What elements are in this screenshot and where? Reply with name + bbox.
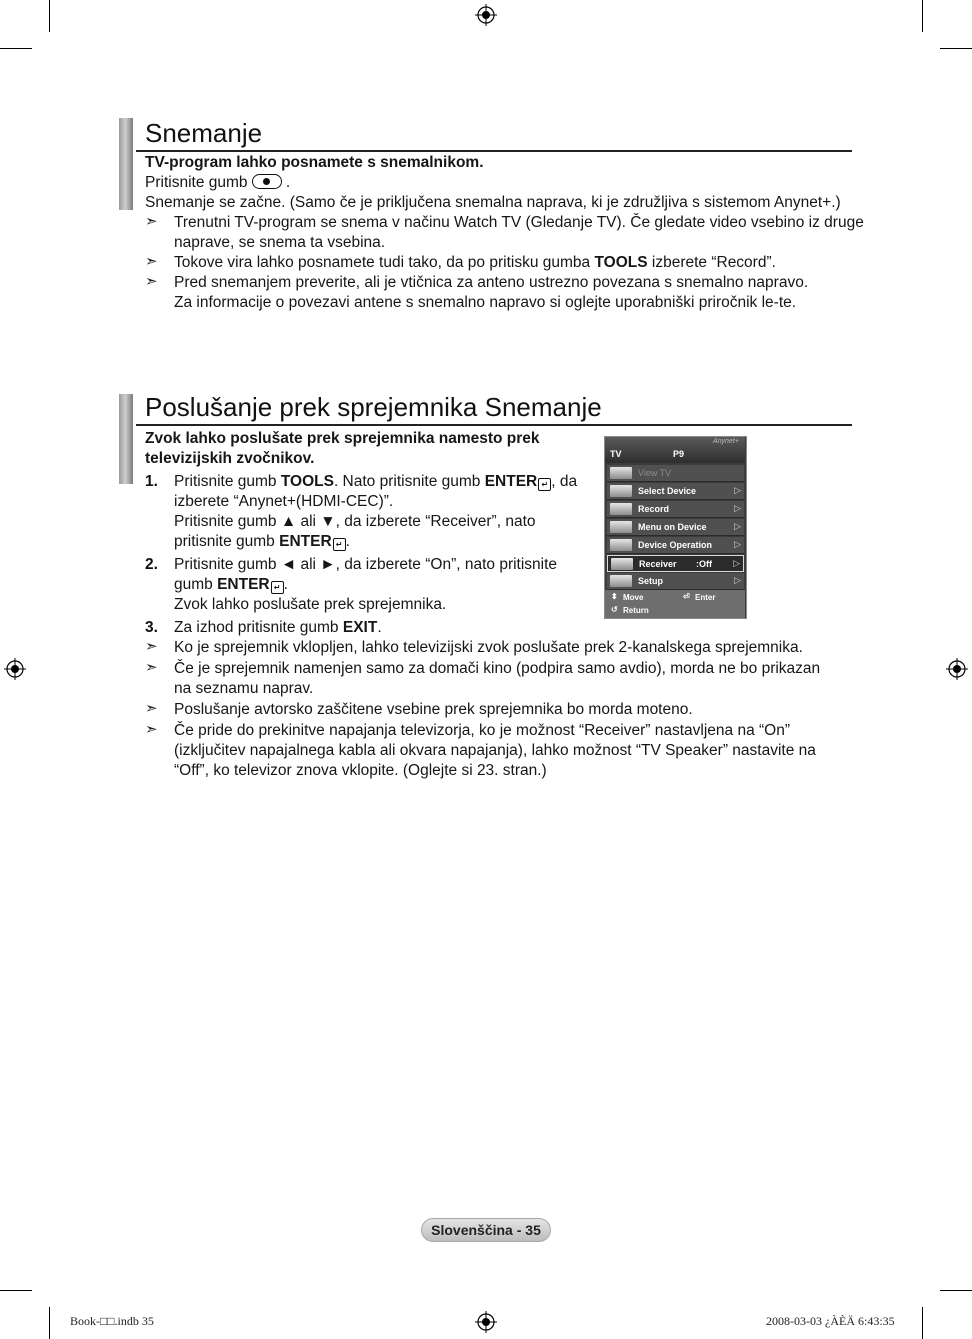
note-arrow-icon: ➣ <box>145 253 158 270</box>
menu-source: TV <box>610 449 622 459</box>
body-text: Snemanje se začne. (Samo če je priključena snemalna naprava, ki je združljiva s sistemom Anynet+.) <box>145 194 841 211</box>
note-arrow-icon: ➣ <box>145 638 158 655</box>
registration-mark-icon <box>475 4 497 26</box>
menu-item-receiver: Receiver :Off ▷ <box>607 555 744 572</box>
note-arrow-icon: ➣ <box>145 721 158 738</box>
section-divider <box>136 150 852 152</box>
menu-footer <box>605 590 745 618</box>
step-text: Pritisnite gumb ◄ ali ►, da izberete “On”, nato pritisnite <box>174 556 558 573</box>
note-text: (izključitev napajalnega kabla ali okvara napajanja), lahko možnost “TV Speaker” nastavite na <box>174 742 816 759</box>
menu-item-view-tv: View TV <box>607 465 744 482</box>
section-title: Snemanje <box>145 118 263 148</box>
note-arrow-icon: ➣ <box>145 659 158 676</box>
menu-channel: P9 <box>673 449 685 459</box>
submenu-arrow-icon: ▷ <box>734 539 741 549</box>
note-text: Ko je sprejemnik vklopljen, lahko televizijski zvok poslušate prek 2-kanalskega sprejemnika. <box>174 639 803 656</box>
print-slug-left: Book-□□.indb 35 <box>70 1314 154 1328</box>
return-hint: Return <box>623 606 649 615</box>
registration-mark-icon <box>946 658 968 680</box>
submenu-arrow-icon: ▷ <box>734 575 741 585</box>
note-text: Pred snemanjem preverite, ali je vtičnica za anteno ustrezno povezana s snemalno napravo. <box>174 274 809 291</box>
menu-item-setup: Setup ▷ <box>607 573 744 590</box>
print-slug-right: 2008-03-03 ¿ÀÈÄ 6:43:35 <box>766 1314 895 1328</box>
note-text: “Off”, ko televizor znova vklopite. (Oglejte si 23. stran.) <box>174 762 547 779</box>
menu-item-record: Record ▷ <box>607 501 744 518</box>
note-text: Poslušanje avtorsko zaščitene vsebine prek sprejemnika bo morda moteno. <box>174 701 693 718</box>
section-divider <box>136 424 852 426</box>
step-text: gumb ENTER ↵ . <box>174 576 288 593</box>
note-arrow-icon: ➣ <box>145 213 158 230</box>
step-number: 2. <box>145 556 158 573</box>
crop-mark <box>0 1290 32 1291</box>
step-text: Za izhod pritisnite gumb EXIT. <box>174 619 382 636</box>
section-intro: televizijskih zvočnikov. <box>145 450 315 467</box>
step-text: izberete “Anynet+(HDMI-CEC)”. <box>174 493 394 510</box>
device-operation-icon <box>610 539 632 551</box>
enter-hint: Enter <box>695 593 716 602</box>
note-text: naprave, se snema ta vsebina. <box>174 234 386 251</box>
step-text: Pritisnite gumb ▲ ali ▼, da izberete “Receiver”, nato <box>174 513 536 530</box>
menu-on-device-icon <box>610 521 632 533</box>
move-arrows-icon: ⬍ <box>611 592 618 601</box>
instruction-line: Pritisnite gumb . <box>145 174 291 191</box>
select-device-icon <box>610 485 632 497</box>
return-icon: ↺ <box>611 605 618 614</box>
note-text: Če je sprejemnik namenjen samo za domači kino (podpira samo avdio), morda ne bo prikazan <box>174 660 821 677</box>
registration-mark-icon <box>475 1311 497 1333</box>
crop-mark <box>49 1307 50 1339</box>
note-text: Tokove vira lahko posnamete tudi tako, da po pritisku gumba TOOLS izberete “Record”. <box>174 254 776 271</box>
menu-item-menu-on-device: Menu on Device ▷ <box>607 519 744 536</box>
menu-item-select-device: Select Device ▷ <box>607 483 744 500</box>
record-icon <box>610 503 632 515</box>
submenu-arrow-icon: ▷ <box>734 503 741 513</box>
section-marker-bar <box>119 118 133 210</box>
enter-icon: ⏎ <box>683 592 690 601</box>
note-arrow-icon: ➣ <box>145 273 158 290</box>
anynet-menu-screenshot <box>604 436 747 619</box>
submenu-arrow-icon: ▷ <box>733 558 740 568</box>
note-text: na seznamu naprav. <box>174 680 314 697</box>
section-subtitle: TV-program lahko posnamete s snemalnikom. <box>145 154 484 171</box>
step-text: Pritisnite gumb TOOLS. Nato pritisnite gumb ENTER ↵ , da <box>174 473 578 490</box>
crop-mark <box>49 0 50 32</box>
setup-gear-icon <box>610 575 632 587</box>
submenu-arrow-icon: ▷ <box>734 521 741 531</box>
submenu-arrow-icon: ▷ <box>734 485 741 495</box>
record-button-icon <box>252 174 282 189</box>
receiver-value: :Off <box>696 559 712 569</box>
registration-mark-icon <box>4 658 26 680</box>
step-number: 3. <box>145 619 158 636</box>
enter-icon: ↵ <box>271 581 284 594</box>
note-text: Trenutni TV-program se snema v načinu Watch TV (Gledanje TV). Če gledate video vsebino iz druge <box>174 214 864 231</box>
crop-mark <box>922 1307 923 1339</box>
enter-icon: ↵ <box>333 538 346 551</box>
anynet-logo: Anynet+ <box>713 438 739 445</box>
step-text: Zvok lahko poslušate prek sprejemnika. <box>174 596 447 613</box>
crop-mark <box>940 48 972 49</box>
section-intro: Zvok lahko poslušate prek sprejemnika namesto prek <box>145 430 540 447</box>
move-hint: Move <box>623 593 644 602</box>
step-text: pritisnite gumb ENTER ↵ . <box>174 533 350 550</box>
view-tv-icon <box>610 467 632 479</box>
enter-icon: ↵ <box>538 478 551 491</box>
crop-mark <box>940 1290 972 1291</box>
crop-mark <box>0 48 32 49</box>
note-text: Za informacije o povezavi antene s snemalno napravo si oglejte uporabniški priročnik le-te. <box>174 294 797 311</box>
note-arrow-icon: ➣ <box>145 700 158 717</box>
section-title: Poslušanje prek sprejemnika Snemanje <box>145 392 602 422</box>
section-marker-bar <box>119 394 133 484</box>
crop-mark <box>922 0 923 32</box>
receiver-icon <box>611 558 633 570</box>
note-text: Če pride do prekinitve napajanja televizorja, ko je možnost “Receiver” nastavljena na “On” <box>174 722 791 739</box>
step-number: 1. <box>145 473 158 490</box>
menu-item-device-operation: Device Operation ▷ <box>607 537 744 554</box>
page-number-badge: Slovenščina - 35 <box>421 1218 551 1242</box>
